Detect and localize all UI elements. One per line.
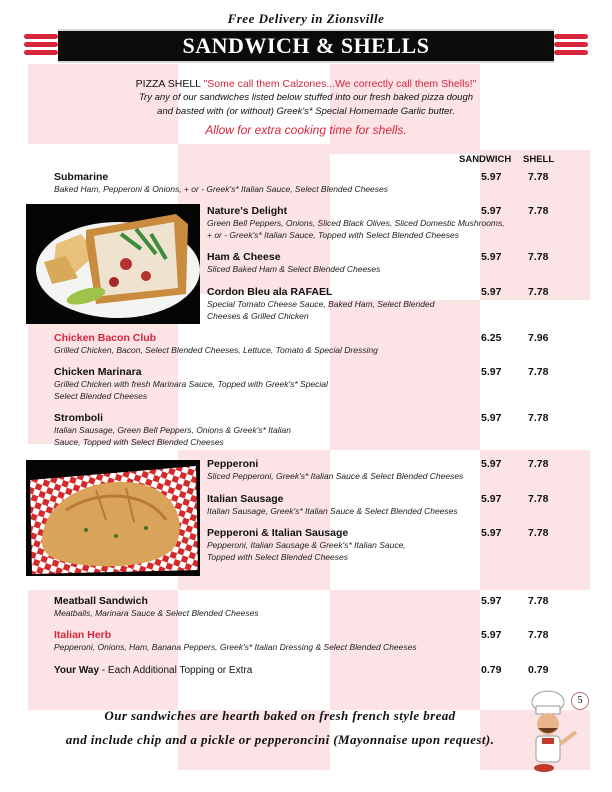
item-description: Sliced Pepperoni, Greek's* Italian Sauce & Select Blended Cheeses <box>207 471 464 481</box>
item-name: Pepperoni & Italian Sausage <box>207 527 349 539</box>
pizza-shell-intro <box>0 77 612 137</box>
item-description: Grilled Chicken, Bacon, Select Blended Cheeses, Lettuce, Tomato & Special Dressing <box>54 345 378 355</box>
item-description: Topped with Select Blended Cheeses <box>207 551 348 562</box>
item-name: Italian Herb <box>54 629 112 641</box>
banner-stripe-right <box>554 50 588 55</box>
price-shell: 7.78 <box>528 629 549 641</box>
item-name: Pepperoni <box>207 458 259 470</box>
banner-stripe-left <box>24 50 58 55</box>
item-name: Stromboli <box>54 412 103 424</box>
price-sandwich: 5.97 <box>481 205 502 217</box>
item-name: Chicken Marinara <box>54 366 142 378</box>
sandwich-photo <box>26 204 200 324</box>
item-description: + or - Greek's* Italian Sauce, Topped with Select Blended Cheeses <box>207 229 459 240</box>
price-sandwich: 5.97 <box>481 629 502 641</box>
item-description: Grilled Chicken with fresh Marinara Sauce, Topped with Greek's* Special <box>54 379 328 389</box>
item-name: Chicken Bacon Club <box>54 332 157 344</box>
price-shell: 7.78 <box>528 527 549 539</box>
footer-note-line-2: and include chip and a pickle or pepperoncini (Mayonnaise upon request). <box>65 732 495 747</box>
menu-item-pepperoni <box>207 458 463 483</box>
menu-item-chicken-bacon-club <box>54 332 378 357</box>
menu-item-italian-herb <box>54 629 417 654</box>
menu-item-your-way <box>54 664 252 677</box>
price-shell: 7.78 <box>528 171 549 183</box>
item-description: Sliced Baked Ham & Select Blended Cheeses <box>207 264 381 274</box>
intro-line-1: Try any of our sandwiches listed below stuffed into our fresh baked pizza dough <box>138 92 474 103</box>
banner-stripe-left <box>24 42 58 47</box>
item-description: Baked Ham, Pepperoni & Onions, + or - Greek's* Italian Sauce, Select Blended Cheeses <box>54 184 389 194</box>
menu-item-cordon-bleu <box>207 286 434 322</box>
menu-item-natures-delight <box>207 205 505 241</box>
banner-stripe-left <box>24 34 58 39</box>
menu-item-submarine <box>54 171 388 196</box>
item-name: Ham & Cheese <box>207 251 281 263</box>
price-shell: 7.78 <box>528 366 549 378</box>
item-name: Cordon Bleu ala RAFAEL <box>207 286 333 298</box>
item-description: Meatballs, Marinara Sauce & Select Blended Cheeses <box>54 608 259 618</box>
item-description: Green Bell Peppers, Onions, Sliced Black Olives, Sliced Domestic Mushrooms, <box>207 218 505 228</box>
price-shell: 7.78 <box>528 286 549 298</box>
cooking-time-note: Allow for extra cooking time for shells. <box>205 123 407 137</box>
footer-note-line-1: Our sandwiches are hearth baked on fresh french style bread <box>104 708 456 723</box>
price-sandwich: 5.97 <box>481 286 502 298</box>
item-description: Select Blended Cheeses <box>54 390 148 401</box>
item-name: Your Way <box>54 665 100 676</box>
pizza-shell-label: PIZZA SHELL <box>135 78 201 90</box>
price-shell: 7.78 <box>528 251 549 263</box>
page-title: SANDWICH & SHELLS <box>182 33 430 58</box>
column-header-shell: SHELL <box>523 154 555 165</box>
price-shell: 7.78 <box>528 595 549 607</box>
menu-item-chicken-marinara <box>54 366 328 402</box>
price-sandwich: 5.97 <box>481 366 502 378</box>
item-description: Cheeses & Grilled Chicken <box>207 310 309 321</box>
price-sandwich: 0.79 <box>481 664 502 676</box>
shell-photo-image <box>26 460 200 576</box>
delivery-tagline: Free Delivery in Zionsville <box>227 11 385 26</box>
price-shell: 0.79 <box>528 664 549 676</box>
item-description: Pepperoni, Italian Sausage & Greek's* Italian Sauce, <box>207 540 406 550</box>
pizza-shell-quote: "Some call them Calzones...We correctly call them Shells!" <box>203 78 477 90</box>
item-description: Special Tomato Cheese Sauce, Baked Ham, Select Blended <box>207 299 435 309</box>
price-shell: 7.78 <box>528 412 549 424</box>
item-description: - Each Additional Topping or Extra <box>99 665 253 676</box>
column-header-sandwich: SANDWICH <box>459 154 512 165</box>
price-shell: 7.78 <box>528 493 549 505</box>
price-sandwich: 5.97 <box>481 595 502 607</box>
menu-item-meatball-sandwich <box>54 595 259 620</box>
item-description: Italian Sausage, Green Bell Peppers, Onions & Greek's* Italian <box>54 425 291 435</box>
item-description: Sauce, Topped with Select Blended Cheeses <box>54 436 224 447</box>
price-sandwich: 5.97 <box>481 171 502 183</box>
banner-stripe-right <box>554 42 588 47</box>
price-shell: 7.78 <box>528 458 549 470</box>
menu-item-italian-sausage <box>207 493 458 518</box>
item-name: Submarine <box>54 171 109 183</box>
price-sandwich: 5.97 <box>481 412 502 424</box>
item-name: Meatball Sandwich <box>54 595 148 607</box>
price-sandwich: 5.97 <box>481 527 502 539</box>
price-sandwich: 6.25 <box>481 332 502 344</box>
menu-item-stromboli <box>54 412 291 448</box>
page-number: 5 <box>571 692 589 710</box>
price-sandwich: 5.97 <box>481 493 502 505</box>
item-description: Pepperoni, Onions, Ham, Banana Peppers, Greek's* Italian Dressing & Select Blended Cheeses <box>54 642 417 652</box>
page-title-banner <box>58 29 554 63</box>
item-description: Italian Sausage, Greek's* Italian Sauce & Select Blended Cheeses <box>207 506 458 516</box>
price-shell: 7.78 <box>528 205 549 217</box>
banner-stripe-right <box>554 34 588 39</box>
menu-item-ham-cheese <box>207 251 380 276</box>
item-name: Italian Sausage <box>207 493 284 505</box>
menu-item-pepperoni-italian-sausage <box>207 527 406 563</box>
price-shell: 7.96 <box>528 332 549 344</box>
item-name: Nature's Delight <box>207 205 288 217</box>
price-sandwich: 5.97 <box>481 458 502 470</box>
sandwich-photo-image <box>26 204 200 324</box>
intro-line-2: and basted with (or without) Greek's* Special Homemade Garlic butter. <box>157 106 455 117</box>
shell-photo <box>26 460 200 576</box>
price-sandwich: 5.97 <box>481 251 502 263</box>
